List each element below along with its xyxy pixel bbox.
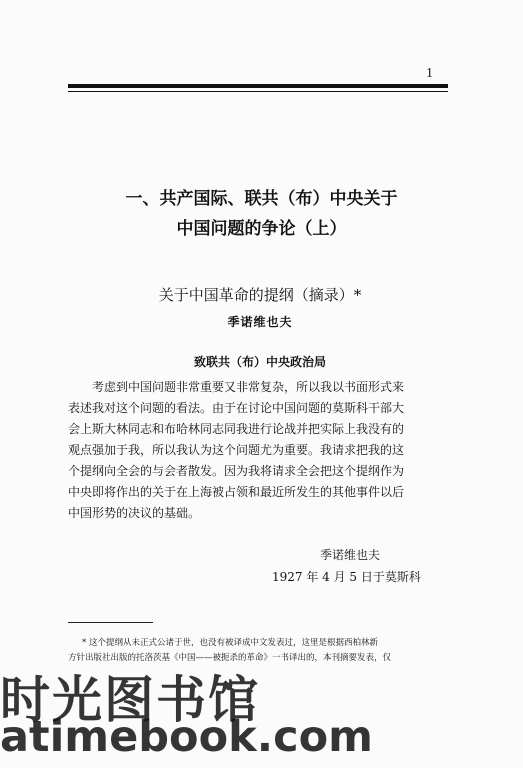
- signature-date: 1927 年 4 月 5 日于莫斯科: [272, 570, 421, 584]
- footnote-divider: [68, 622, 153, 623]
- footnote: [68, 636, 458, 666]
- body-line: 个提纲向全会的与会者散发。因为我将请求全会把这个提纲作为: [68, 464, 405, 478]
- body-line: 观点强加于我，所以我认为这个问题尤为重要。我请求把我的这: [68, 443, 405, 457]
- chapter-title-line-2: 中国问题的争论（上）: [176, 219, 347, 239]
- addressee-heading: 致联共（布）中央政治局: [193, 355, 326, 369]
- header-rule-thick: [68, 84, 448, 88]
- page-number: 1: [426, 66, 433, 81]
- body-line: 会上斯大林同志和布哈林同志同我进行论战并把实际上我没有的: [68, 422, 405, 436]
- footnote-line: 方针出版社出版的托洛茨基《中国——被扼杀的革命》一书译出的，本刊摘要发表，仅: [68, 653, 392, 663]
- watermark-line-2: atimebook.com: [0, 712, 373, 762]
- section-title: 关于中国革命的提纲（摘录）*: [158, 286, 362, 304]
- chapter-title-line-1: 一、共产国际、联共（布）中央关于: [125, 189, 398, 209]
- body-line: 中国形势的决议的基础。: [68, 506, 201, 520]
- body-line: 表述我对这个问题的看法。由于在讨论中国问题的莫斯科干部大: [68, 401, 405, 415]
- body-line: 中央即将作出的关于在上海被占领和最近所发生的其他事件以后: [68, 485, 405, 499]
- header-rule-thin: [68, 91, 448, 92]
- chapter-title: [60, 184, 463, 244]
- signature-name: 季诺维也夫: [320, 548, 381, 562]
- body-paragraph: [68, 377, 450, 524]
- body-line: 考虑到中国问题非常重要又非常复杂，所以我以书面形式来: [92, 380, 405, 394]
- footnote-line: * 这个提纲从未正式公诸于世，也没有被译成中文发表过，这里是根据西柏林新: [82, 638, 378, 648]
- watermark-line-1: 时光图书馆: [0, 671, 260, 729]
- author-name: 季诺维也夫: [227, 315, 293, 329]
- watermark: [0, 654, 523, 768]
